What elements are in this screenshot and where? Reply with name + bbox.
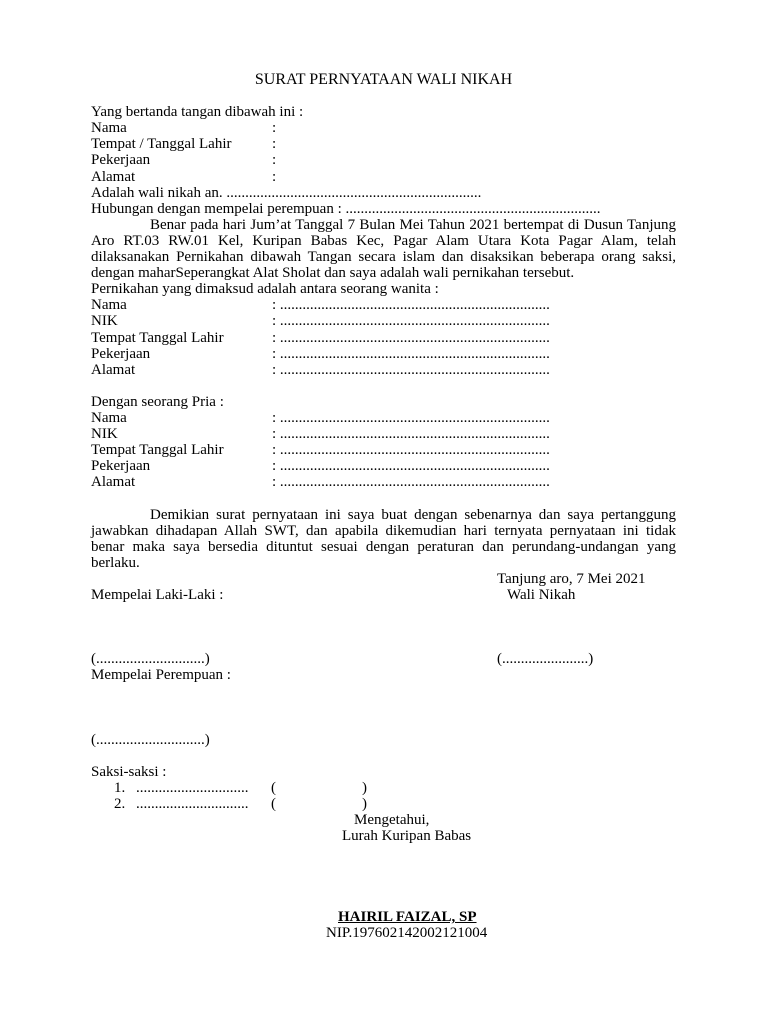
field-value: : ........................................................................ (272, 474, 550, 491)
field-value: : ........................................................................ (272, 297, 550, 314)
statement-line: dilaksanakan Pernikahan dibawah Tangan secara islam dan disaksikan beberapa orang saksi, (91, 249, 676, 266)
hubungan-line: Hubungan dengan mempelai perempuan : .................................................................... (91, 200, 601, 217)
bride-heading: Pernikahan yang dimaksud adalah antara seorang wanita : (91, 281, 439, 298)
field-label: NIK (91, 426, 118, 443)
bride-field-row (91, 362, 676, 378)
field-value: : ........................................................................ (272, 361, 550, 378)
signature-blanks-row (91, 651, 676, 667)
field-label: Pekerjaan (91, 458, 151, 475)
witnesses-label: Saksi-saksi : (91, 764, 167, 781)
witness-sign-open: ( (271, 780, 276, 797)
field-label: Tempat / Tanggal Lahir (91, 136, 232, 153)
bride-field-row (91, 330, 676, 346)
wali-field-row (91, 152, 676, 168)
bride-field-row (91, 297, 676, 313)
field-value: : ........................................................................ (272, 409, 550, 426)
field-separator: : (272, 136, 277, 153)
witness-row (91, 780, 676, 796)
bride-field-row (91, 346, 676, 362)
groom-field-row (91, 474, 676, 490)
bride-signature-blank: (.............................) (91, 731, 210, 748)
wali-field-row (91, 169, 676, 185)
witness-name-blank: .............................. (136, 780, 249, 797)
field-label: Alamat (91, 474, 136, 491)
groom-signature-label: Mempelai Laki-Laki : (91, 587, 224, 603)
signature-labels-row (91, 587, 676, 603)
statement-line: Benar pada hari Jum’at Tanggal 7 Bulan Mei Tahun 2021 bertempat di Dusun Tanjung (150, 216, 676, 233)
field-value: : ........................................................................ (272, 426, 550, 443)
field-separator: : (272, 152, 277, 169)
approval-label: Mengetahui, (354, 812, 430, 829)
groom-field-row (91, 458, 676, 474)
field-label: Alamat (91, 361, 136, 378)
field-label: Pekerjaan (91, 345, 151, 362)
groom-heading: Dengan seorang Pria : (91, 393, 224, 410)
field-value: : ........................................................................ (272, 442, 550, 459)
guardian-signature-label: Wali Nikah (507, 587, 576, 603)
field-label: Nama (91, 409, 127, 426)
field-value: : ........................................................................ (272, 329, 550, 346)
field-label: Pekerjaan (91, 152, 151, 169)
guardian-signature-blank: (.......................) (497, 651, 594, 668)
field-value: : ........................................................................ (272, 458, 550, 475)
groom-field-row (91, 410, 676, 426)
wali-nikah-an-line: Adalah wali nikah an. .................................................................... (91, 184, 482, 201)
closing-line: Demikian surat pernyataan ini saya buat dengan sebenarnya dan saya pertanggung (150, 506, 676, 523)
groom-field-row (91, 442, 676, 458)
field-label: Alamat (91, 168, 136, 185)
wali-field-row (91, 120, 676, 136)
field-label: Tempat Tanggal Lahir (91, 329, 224, 346)
statement-line: Aro RT.03 RW.01 Kel, Kuripan Babas Kec, Pagar Alam Utara Kota Pagar Alam, telah (91, 232, 676, 249)
wali-intro: Yang bertanda tangan dibawah ini : (91, 104, 304, 121)
closing-line: berlaku. (91, 554, 140, 571)
field-value: : ........................................................................ (272, 313, 550, 330)
field-label: Nama (91, 297, 127, 314)
wali-field-row (91, 136, 676, 152)
bride-signature-label: Mempelai Perempuan : (91, 667, 231, 684)
field-value: : ........................................................................ (272, 345, 550, 362)
witness-sign-open: ( (271, 796, 276, 813)
witness-name-blank: .............................. (136, 796, 249, 813)
field-label: Nama (91, 120, 127, 137)
closing-line: jawabkan dihadapan Allah SWT, dan apabila dikemudian hari ternyata pernyataan ini tidak (91, 522, 676, 539)
groom-signature-blank: (.............................) (91, 651, 210, 668)
statement-line: dengan maharSeperangkat Alat Sholat dan saya adalah wali pernikahan tersebut. (91, 265, 575, 282)
approval-position: Lurah Kuripan Babas (342, 828, 472, 845)
field-label: Tempat Tanggal Lahir (91, 442, 224, 459)
approval-nip: NIP.197602142002121004 (326, 925, 488, 942)
witness-number: 2. (114, 796, 126, 813)
approval-name: HAIRIL FAIZAL, SP (338, 908, 477, 925)
closing-line: benar maka saya bersedia dituntut sesuai dengan peraturan dan perundang-undangan yang (91, 538, 676, 555)
witness-row (91, 796, 676, 812)
field-separator: : (272, 168, 277, 185)
document-page (91, 72, 676, 941)
witness-number: 1. (114, 780, 126, 797)
groom-field-row (91, 426, 676, 442)
field-separator: : (272, 120, 277, 137)
field-label: NIK (91, 313, 118, 330)
place-date: Tanjung aro, 7 Mei 2021 (497, 570, 646, 587)
witness-sign-close: ) (362, 780, 367, 797)
bride-field-row (91, 313, 676, 329)
document-title: SURAT PERNYATAAN WALI NIKAH (254, 71, 513, 88)
witness-sign-close: ) (362, 796, 367, 813)
